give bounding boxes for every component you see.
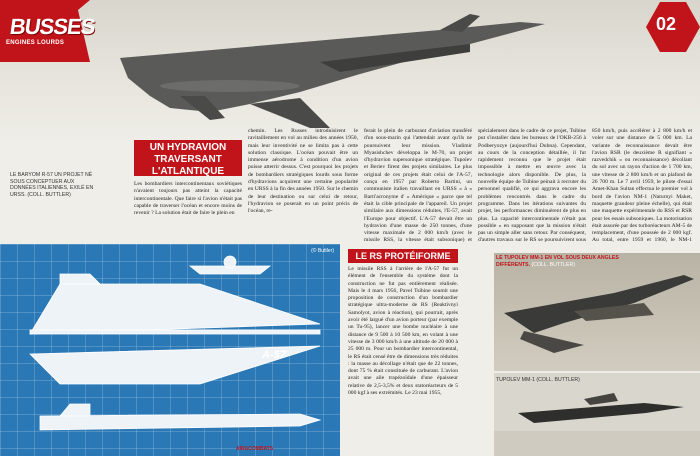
- article-col-c-text: ferait le plein de carburant d'aviation transféré d'un sous-marin qui l'attendait avant qu'ils ne poursuivent leur mission. Vladimir Myasishchev développa le M-70, un projet d'hydravion supersonique stratégique. Tupolev et Beriev firent des projets similaires. Le plus original de ces projets était celui de l'A-57, conçu en 1957 par Roberto Bartini, un communiste italien travaillant en URSS « à « Barti'acronyme d' « Amérique » parce que tel était la cible principale de l'appareil. Un projet similaire aux dimensions réduites, l'E-57, avait l'Europe pour objectif. L'A-57 devait être un hydravion d'une masse de 250 tonnes, d'une vitesse maximale de 2 000 km/h (avec le missile RSS, la vitesse était subsonique) et: [364, 128, 472, 244]
- blueprint-label: A-57: [262, 349, 286, 361]
- page-number-badge: [646, 0, 700, 54]
- section-heading-hydravion: UN HYDRAVION TRAVERSANT L'ATLANTIQUE: [134, 140, 242, 176]
- section-heading-rs: LE RS PROTÉIFORME: [348, 249, 458, 263]
- caption-top-left: [10, 172, 94, 198]
- section1-col-a-text: Les bombardiers intercontinentaux soviétiques n'avaient toujours pas atteint la capacité intercontinentale. Que faire si l'avion n'était pas capable de traverser l'océan et encore moins de revenir ? La solution était de faire le plein en: [134, 181, 242, 217]
- blueprint-drawing: [0, 244, 340, 456]
- section1-column-b: [248, 128, 358, 243]
- series-badge: [0, 0, 97, 62]
- series-badge-subtitle: ENGINES LOURDS: [6, 40, 65, 46]
- nm1-aircraft-illustration: [494, 253, 700, 456]
- section2-column: [348, 266, 458, 444]
- blueprint-credit: (© Buttler): [311, 248, 334, 254]
- caption-right-photo-credit: (COLL. BUTTLER): [531, 261, 575, 268]
- section1-col-b-text: chemin. Les Russes introduisirent le ravitaillement en vol au milieu des années 1950, mais leur inventivité ne se limita pas à cette solution classique. L'océan pouvait être un immense aérodrome à condition d'un avion puisse atterrir dessus. C'est pourquoi les projets de bombardiers stratégiques lourds sous forme d'hydravions acquirent une certaine popularité en URSS à la fin des années 1950. Sur le chemin de leur destination ou sur celui de retour, l'hydravion se poserait en un point précis de l'océan, re-: [248, 128, 358, 215]
- caption-bottom-right: [496, 377, 616, 384]
- caption-top-left-credit: (COLL. BUTTLER): [27, 191, 71, 198]
- nm1-photo: [494, 253, 700, 456]
- article-column-d: [478, 128, 586, 244]
- caption-bottom-right-credit: (COLL. BUTTLER): [536, 377, 580, 383]
- article-column-e: [592, 128, 692, 244]
- article-col-e-text: 850 km/h, puis accélérer à 2 800 km/h et voler sur une distance de 5 000 km. La variante de reconnaissance devait être l'avion RSR (le deuxième R signifiant « razvedchik » ou reconnaissance) décollant du sol avec un rayon d'action de 1 700 km, une vitesse de 2 800 km/h et un plafond de 26 700 m. Le 7 avril 1959, le pilote d'essai Amet-Khan Sultan effectua le premier vol à bord de l'avion NM-1 (Naturnyi Maket, maquette grandeur pleine échelle), qui était une maquette expérimentale du RSS et RSR pour les essais subsoniques. La motorisation était assurée par des turboréacteurs AM-5 de remplacement, d'une poussée de 2 000 kgf. Au total, entre 1959 et 1960, le NM-1: [592, 128, 692, 244]
- footer-logo: AIR&COMBATS: [236, 446, 274, 452]
- series-badge-title: BUSSES: [8, 14, 97, 39]
- top-aircraft-photo: [0, 0, 700, 140]
- article-column-c: [364, 128, 472, 244]
- a57-top-illustration: [0, 0, 700, 140]
- caption-right-photo: [496, 255, 626, 268]
- section2-col-text: Le missile RSS à l'arrière de l'A-57 fut un élément de l'ensemble du système dont la construction ne fut pas entièrement réalisée. Mais le 4 mars 1956, Pavel Tsibine soumit une proposition de construction d'un bombardier stratégique ultra-moderne de RS (Reaktivnyi Samolyot, avion à réaction), qui pourrait, après avoir été largué d'un avion porteur (par exemple un Tu-95), lancer une bombe nucléaire à une distance de 9 500 à 10 500 km, en volant à une vitesse de 3 000 km/h à une altitude de 20 000 à 25 000 m. Pour un bombardier intercontinental, le RS était censé être de dimensions très réduites : la masse au décollage n'était que de 22 tonnes, dont 75 % était constituée de carburant. L'avion avait une aile trapézoïdale d'une épaisseur relative de 2,5-3,5% et deux statoréacteurs de 5 000 kgf à ses extrémités. Le 23 mai 1955,: [348, 266, 458, 397]
- article-col-d-text: spécialement dans le cadre de ce projet, Tsibine put s'installer dans les bureaux de l'OKB-256 à Podberyozye (aujourd'hui Dubna). Cependant, au cours de la conception détaillée, il fut rapidement reconnu que le projet était impossible à mettre en œuvre avec la technologie alors disponible. De plus, la nouvelle équipe de Tsibine peinait à recruter du personnel qualifié, ce qui aggrava encore les problèmes rencontrés dans le cadre du programme. Dans les itérations suivantes du projet, les performances diminuèrent de plus en plus. La capacité intercontinentale n'était pas possible « en supposant que la mission n'était pas un simple aller sans retour. Par conséquent, d'autres travaux sur le RS se poursuivirent sous: [478, 128, 586, 244]
- page-number: 02: [656, 14, 677, 34]
- section1-column-a: [134, 181, 242, 243]
- a57-blueprint: [0, 244, 340, 456]
- caption-right-photo-text: LE TUPOLEV MM-1 EN VOL SOUS DEUX ANGLES DIFFÉRENTS.: [496, 255, 619, 268]
- caption-bottom-right-text: TUPOLEV MM-1: [496, 377, 535, 383]
- caption-top-left-text: LE BARYOM R-57 UN PROJET NÉ SOUS CONCEPTUER AUX DONNÉES ITALIENNES, EXILÉ EN URSS.: [10, 172, 94, 198]
